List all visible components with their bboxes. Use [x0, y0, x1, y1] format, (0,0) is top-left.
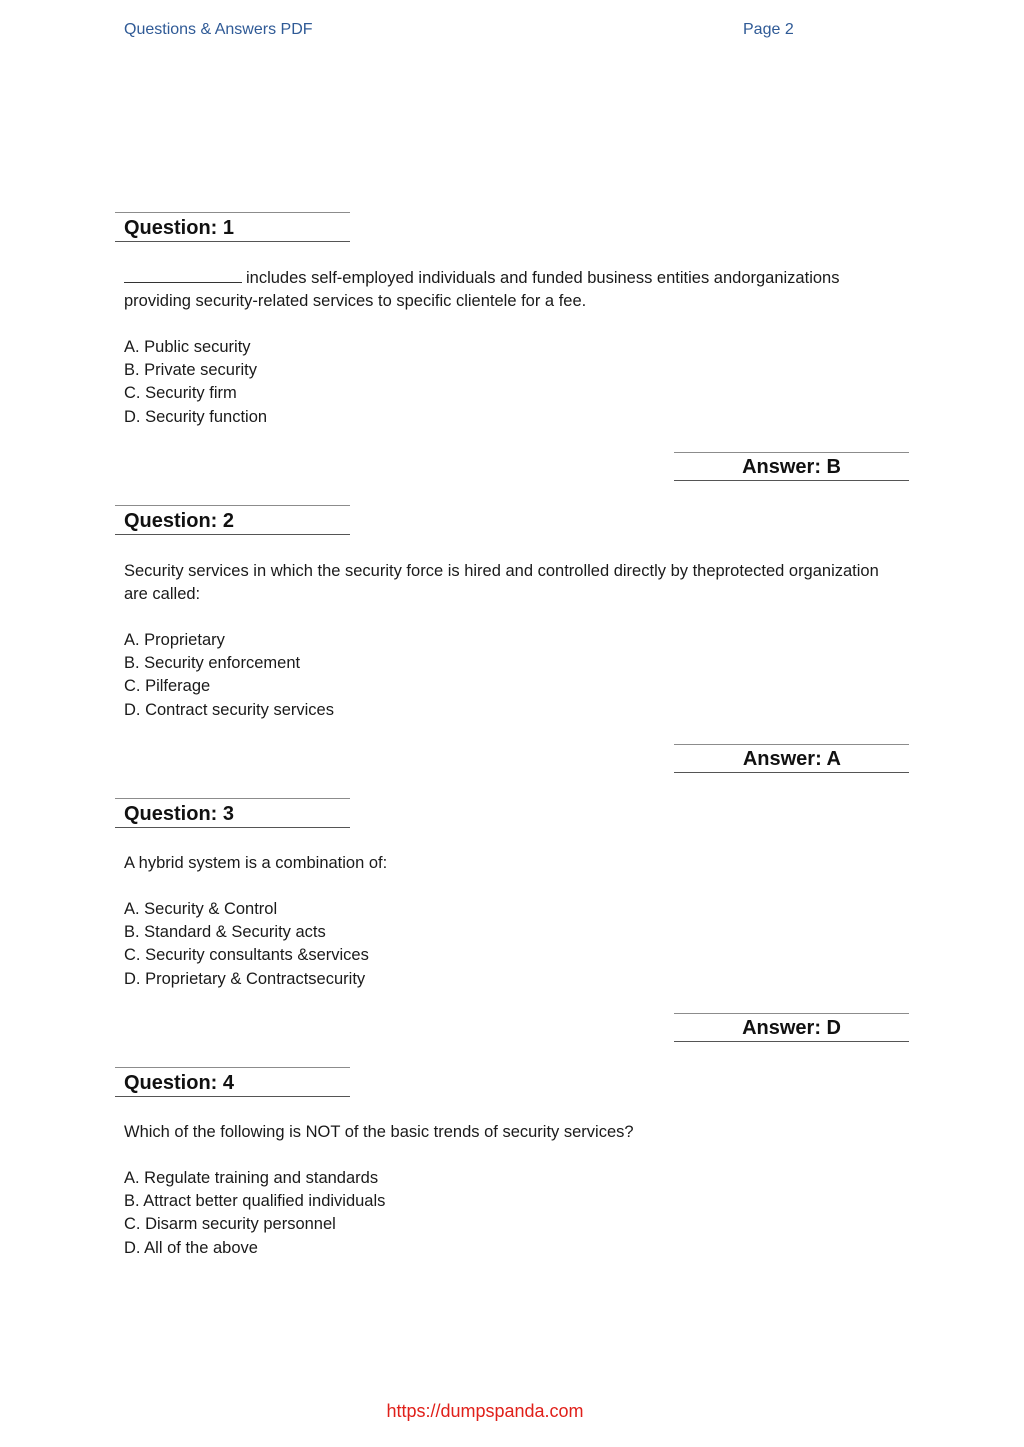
option-a: A. Proprietary: [124, 631, 225, 649]
option-a: A. Security & Control: [124, 900, 278, 918]
answer-options: [124, 1167, 385, 1260]
question-heading: Question: 3: [115, 798, 350, 828]
question-text: Security services in which the security force is hired and controlled directly by theprotected organization are called:: [124, 562, 879, 603]
option-b: B. Private security: [124, 361, 257, 380]
answer-box: Answer: A: [674, 744, 909, 773]
footer-website-link[interactable]: https://dumpspanda.com: [386, 1401, 584, 1421]
fill-in-blank: [124, 268, 242, 283]
question-heading: Question: 4: [115, 1067, 350, 1097]
question-heading: Question: 1: [115, 212, 350, 242]
option-b: B. Security enforcement: [124, 654, 301, 673]
answer-box: Answer: B: [674, 452, 909, 481]
answer-options: [124, 629, 334, 722]
answer-options: [124, 898, 369, 991]
option-b: B. Standard & Security acts: [124, 923, 326, 942]
answer-box: Answer: D: [674, 1013, 909, 1042]
page-number: Page 2: [743, 21, 794, 38]
option-c: C. Security firm: [124, 384, 237, 403]
option-c: C. Disarm security personnel: [124, 1215, 336, 1234]
option-c: C. Security consultants &services: [124, 946, 369, 965]
option-a: A. Public security: [124, 338, 251, 356]
answer-options: [124, 336, 267, 429]
option-b: B. Attract better qualified individuals: [124, 1192, 386, 1211]
question-text: A hybrid system is a combination of:: [124, 854, 388, 872]
option-a: A. Regulate training and standards: [124, 1169, 379, 1187]
option-d: D. Proprietary & Contractsecurity: [124, 969, 366, 988]
option-d: D. Contract security services: [124, 700, 334, 719]
question-heading: Question: 2: [115, 505, 350, 535]
question-text: includes self-employed individuals and funded business entities andorganizations providing security-related services to specific clientele for a fee.: [124, 269, 840, 310]
document-title: Questions & Answers PDF: [124, 21, 313, 38]
option-d: D. All of the above: [124, 1238, 258, 1257]
question-text: Which of the following is NOT of the basic trends of security services?: [124, 1123, 634, 1141]
option-d: D. Security function: [124, 407, 268, 426]
option-c: C. Pilferage: [124, 677, 211, 696]
